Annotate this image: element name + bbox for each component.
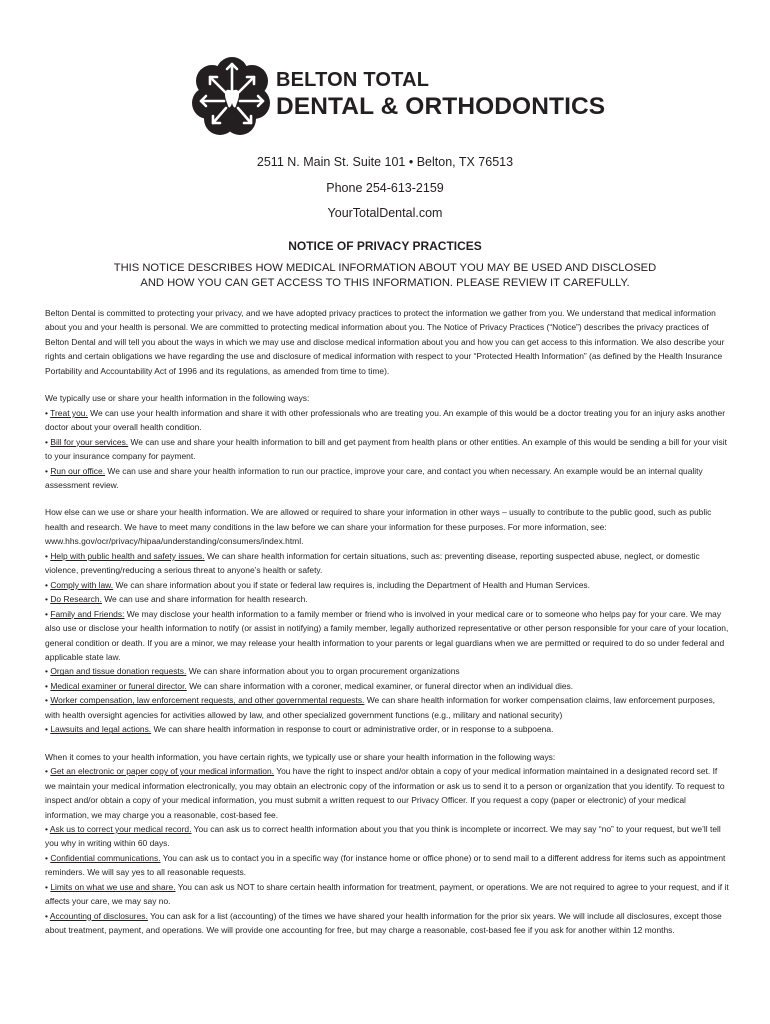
other-use-item-label: Organ and tissue donation requests. [50,666,187,677]
right-item-label: Limits on what we use and share. [50,881,176,892]
other-use-item-text: We can share information about you if state or federal law requires is, including the Department of Health and Human Services. [113,579,590,590]
rights-lead: When it comes to your health information, you have certain rights, we typically use or share your health information in the following ways: [45,751,556,762]
address: 2511 N. Main St. Suite 101 • Belton, TX 76513 [256,155,514,169]
other-use-item-label: Medical examiner or funeral director. [50,680,187,691]
right-item-text: You can ask us NOT to share certain health information for treatment, payment, or operations. We are not required to agree to your request, and if it affects your care, we may say no. [45,881,729,907]
use-item-text: We can use and share your health information to bill and get payment from health plans or other entities. An example of this would be sending a bill for your visit to your insurance company for payment. [45,436,727,462]
right-item-label: Get an electronic or paper copy of your medical information. [50,766,275,777]
rights-section: When it comes to your health information, you have certain rights, we typically use or share your health information in the following ways: • Get an electronic or paper copy of your medical information. You have the right to inspect and/or obtain a copy of your medical information maintained in a designated record set. If we maintain your medical information electronically, you may obtain an electronic copy of the information or ask us to send it to a person or organization that you identify. To request to inspect and/or obtain a copy of your medical information, you must submit a written request to our Privacy Officer. If you request a copy (paper or electronic) of your medical information, we may charge you a reasonable, cost-based fee. • Ask us to correct your medical record. You can ask us to correct health information about you that you think is incomplete or incorrect. We may say “no” to your request, but we’ll tell you why in writing within 60 days. • Confidential communications. You can ask us to contact you in a specific way (for instance home or office phone) or to send mail to a different address for items such as appointment reminders. We will say yes to all reasonable requests. • Limits on what we use and share. You can ask us NOT to share certain health information for treatment, payment, or operations. We are not required to agree to your request, and if it affects your care, we may say no. • Accounting of disclosures. You can ask for a list (accounting) of the times we have shared your health information for the prior six years. We will include all disclosures, except those about treatment, payment, and operations. We will provide one accounting for free, but may charge a reasonable, cost-based fee if you ask for another within 12 months. [45,751,729,936]
other-use-item-label: Help with public health and safety issues. [50,550,205,561]
notice-subtitle-line2: AND HOW YOU CAN GET ACCESS TO THIS INFORMATION. PLEASE REVIEW IT CAREFULLY. [140,277,630,289]
right-item-text: You can ask us to correct health information about you that you think is incomplete or incorrect. We may say “no” to your request, but we’ll tell you why in writing within 60 days. [45,823,721,849]
other-use-item-text: We can use and share information for health research. [101,594,308,605]
logo [192,55,606,135]
right-item-label: Accounting of disclosures. [49,910,148,921]
uses-section: We typically use or share your health information in the following ways: • Treat you. We can use your health information and share it with other professionals who are treating you. An example of this would be a doctor treating you for an injury asks another doctor about your overall health condition. • Bill for your services. We can use and share your health information to bill and get payment from health plans or other entities. An example of this would be sending a bill for your visit to your insurance company for payment. • Run our office. We can use and share your health information to run our practice, improve your care, and contact you when necessary. An example would be an internal quality assessment review. [45,393,727,490]
uses-lead: We typically use or share your health information in the following ways: [45,393,310,404]
other-use-item-label: Comply with law. [50,579,114,590]
use-item-text: We can use your health information and share it with other professionals who are treating you. An example of this would be a doctor treating you for an injury asks another doctor about your overall health condition. [45,407,726,433]
other-use-item-label: Lawsuits and legal actions. [50,724,152,735]
right-item-text: You can ask us to contact you in a specific way (for instance home or office phone) or to send mail to a different address for items such as appointment reminders. We will say yes to all reasonable requests. [45,852,726,878]
right-item-text: You have the right to inspect and/or obtain a copy of your medical information maintained in a designated record set. If we maintain your medical information electronically, you may obtain an electronic copy of the information or ask us to send it to a person or organization that you identify. To request to inspect and/or obtain a copy of your medical information, you must submit a written request to our Privacy Officer. If you request a copy (paper or electronic) of your medical information, we may charge you a reasonable, cost-based fee. [45,766,725,820]
other-use-item-text: We can share information with a coroner, medical examiner, or funeral director when an individual dies. [186,680,574,691]
brand-name-line1: BELTON TOTAL [276,69,430,91]
use-item-label: Run our office. [50,465,106,476]
tooth-arrows-logo-icon [192,55,272,135]
other-uses-lead: How else can we use or share your health information. We are allowed or required to share your information in other ways – usually to contribute to the public good, such as public health and research. We have to meet many conditions in the law before we can share your information for these purposes. For more information, see: www.hhs.gov/ocr/privacy/hipaa/understanding/consumers/index.html. [45,507,712,547]
notice-title: NOTICE OF PRIVACY PRACTICES [288,239,482,253]
use-item-text: We can use and share your health information to run our practice, improve your care, and contact you when necessary. An example would be an internal quality assessment review. [45,465,703,490]
notice-subtitle-line1: THIS NOTICE DESCRIBES HOW MEDICAL INFORMATION ABOUT YOU MAY BE USED AND DISCLOSED [113,262,657,274]
other-use-item-label: Do Research. [50,594,102,605]
right-item-text: You can ask for a list (accounting) of the times we have shared your health information for the prior six years. We will include all disclosures, except those about treatment, payment, and operations. We will provide one accounting for free, but may charge a reasonable, cost-based fee if you ask for another within 12 months. [45,910,722,936]
right-item-label: Confidential communications. [50,852,161,863]
other-uses-section: How else can we use or share your health information. We are allowed or required to share your information in other ways – usually to contribute to the public good, such as public health and research. We have to meet many conditions in the law before we can share your information for these purposes. For more information, see: www.hhs.gov/ocr/privacy/hipaa/understanding/consumers/index.html. • Help with public health and safety issues. We can share health information for certain situations, such as: preventing disease, reporting suspected abuse, neglect, or domestic violence, preventing/reducing a serious threat to anyone’s health or safety. • Comply with law. We can share information about you if state or federal law requires is, including the Department of Health and Human Services. • Do Research. We can use and share information for health research. • Family and Friends: We may disclose your health information to a family member or friend who is involved in your medical care or to someone who helps pay for your care. We may also use or disclose your health information to notify (or assist in notifying) a family member, legally authorized representative or other person responsible for your care of your location, general condition or death. If you are a minor, we may release your health information to your parents or legal guardians when we are permitted or required to do so under federal and applicable state law. • Organ and tissue donation requests. We can share information about you to organ procurement organizations • Medical examiner or funeral director. We can share information with a coroner, medical examiner, or funeral director when an individual dies. • Worker compensation, law enforcement requests, and other governmental requests. We can share health information for worker compensation claims, law enforcement purposes, with health oversight agencies for activities allowed by law, and other specialized government functions (e.g., military and national security) • Lawsuits and legal actions. We can share health information in response to court or administrative order, or in response to a subpoena. [45,507,729,735]
other-use-item-label: Family and Friends: [50,608,125,619]
other-use-item-text: We may disclose your health information to a family member or friend who is involved in your medical care or to someone who helps pay for your care. We may also use or disclose your health information to notify (or assist in notifying) a family member, legally authorized representative or other person responsible for your care of your location, general condition or death. If you are a minor, we may release your health information to your parents or legal guardians when we are permitted or required to do so under federal and applicable state law. [45,608,729,662]
notice-subtitle [60,261,710,291]
other-use-item-text: We can share health information in response to court or administrative order, or in response to a subpoena. [151,724,554,735]
other-use-item-text: We can share health information for certain situations, such as: preventing disease, reporting suspected abuse, neglect, or domestic violence, preventing/reducing a serious threat to anyone’s health or safety. [45,550,700,576]
brand-name-line2: DENTAL & ORTHODONTICS [276,93,606,120]
other-use-item-label: Worker compensation, law enforcement requests, and other governmental requests. [50,695,365,706]
other-use-item-text: We can share health information for worker compensation claims, law enforcement purposes, with health oversight agencies for activities allowed by law, and other specialized government functions (e.g., military and national security) [45,695,716,720]
use-item-label: Treat you. [50,407,88,418]
other-use-item-text: We can share information about you to organ procurement organizations [186,666,460,677]
intro-paragraph: Belton Dental is committed to protecting your privacy, and we have adopted privacy practices to protect the information we gather from you. We understand that medical information about you and your health is personal. We are committed to protecting medical information about you. The Notice of Privacy Practices (“Notice”) describes the privacy practices of Belton Dental and will tell you about the ways in which we may use and disclose medical information about you and how you can get access to this information. We also describe your rights and certain obligations we have regarding the use and disclosure of medical information with respect to your “Protected Health Information” (as defined by the Health Insurance Portability and Accountability Act of 1996 and its regulations, as amended from time to time). [45,308,725,376]
right-item-label: Ask us to correct your medical record. [49,823,192,834]
phone-number: Phone 254-613-2159 [326,181,444,195]
website: YourTotalDental.com [327,206,443,220]
notice-body [45,306,729,951]
use-item-label: Bill for your services. [50,436,129,447]
